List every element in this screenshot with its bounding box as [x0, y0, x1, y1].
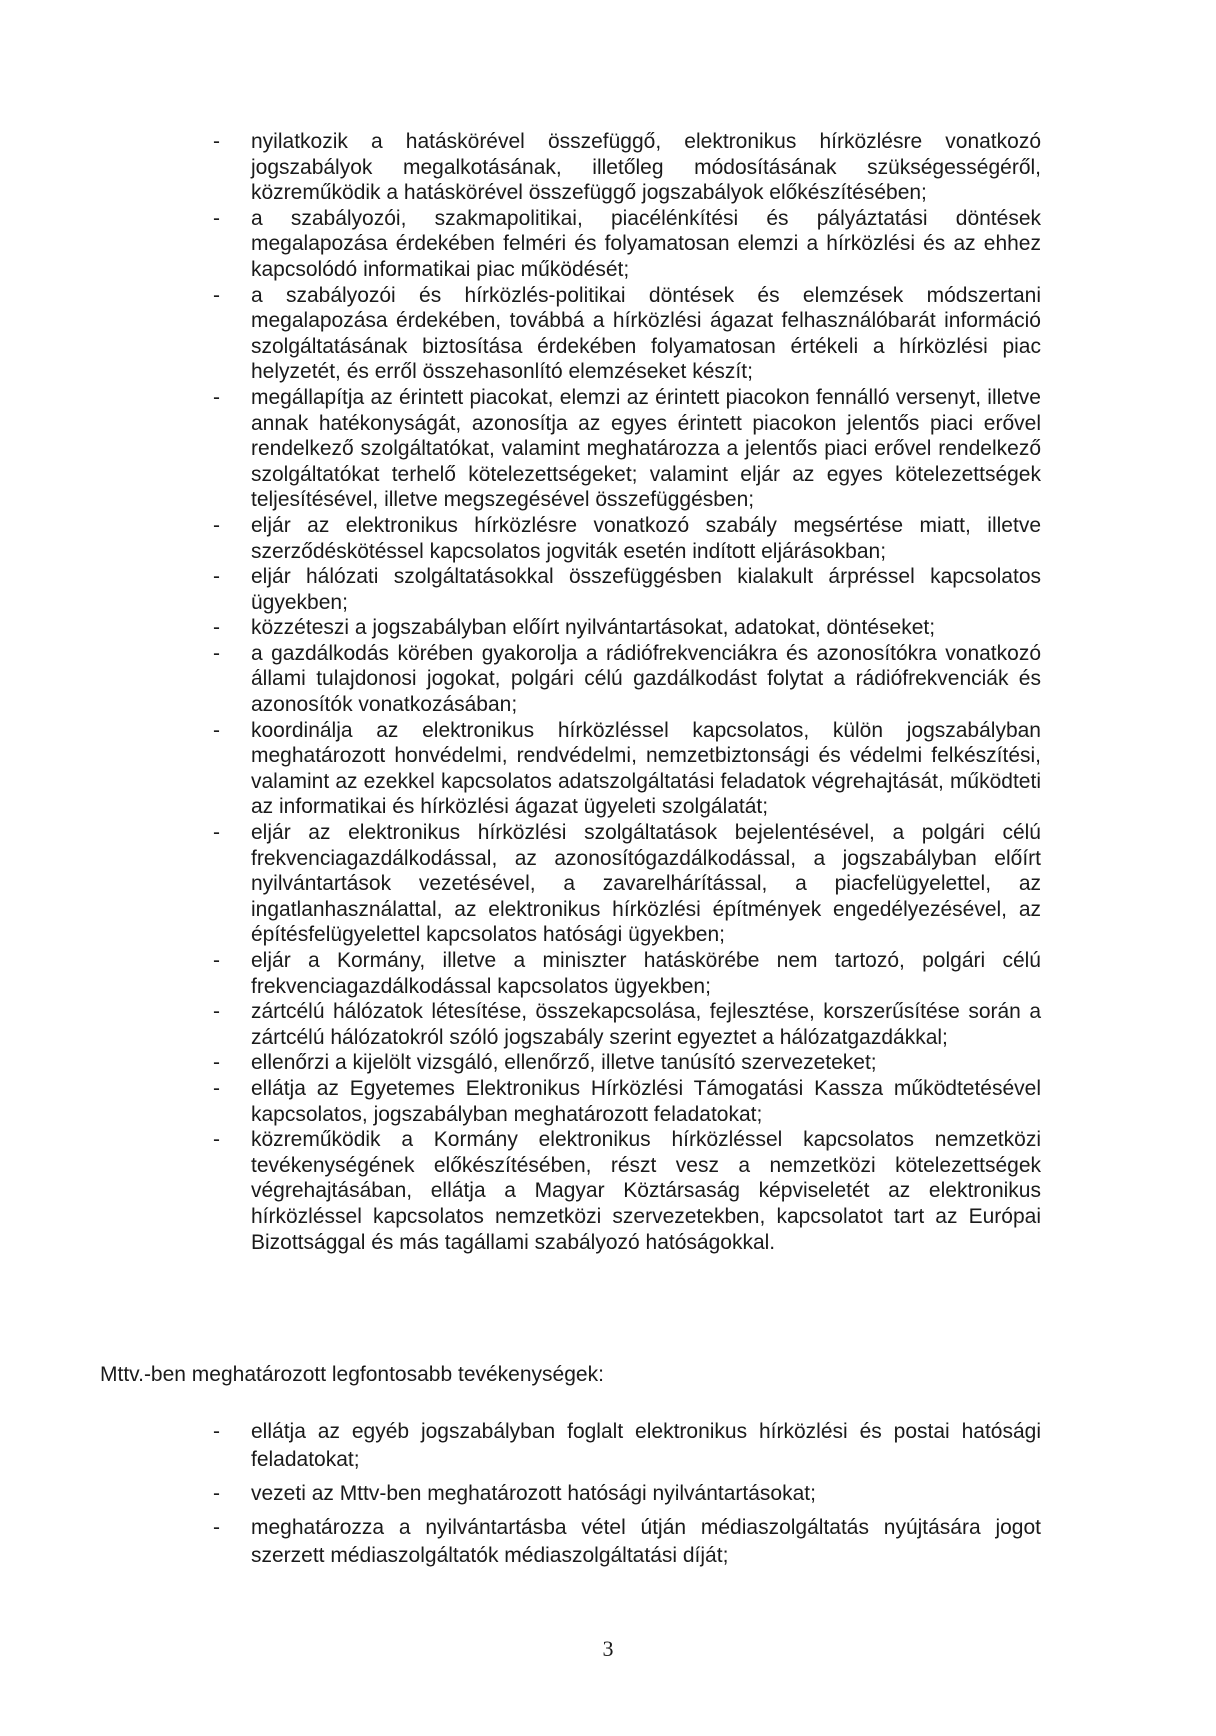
list-item: [211, 820, 1041, 948]
bullet-dash: -: [213, 1051, 220, 1075]
list-item-text: nyilatkozik a hatáskörével összefüggő, elektronikus hírközlésre vonatkozó jogszabályok megalkotásának, illetőleg módosításának szükségességéről, közreműködik a hatáskörével összefüggő jogszabályok előkészítésében;: [251, 130, 1041, 205]
list-item: [211, 948, 1041, 999]
list-item: [211, 1480, 1041, 1508]
bullet-dash: -: [213, 641, 220, 665]
bullet-dash: -: [213, 565, 220, 589]
bullet-dash: -: [213, 283, 220, 307]
list-item: [211, 1418, 1041, 1474]
list-item-text: megállapítja az érintett piacokat, elemzi az érintett piacokon fennálló versenyt, illetve annak hatékonyságát, azonosítja az egyes érintett piacokon jelentős piaci erővel rendelkező szolgáltatókat, valamint meghatározza a jelentős piaci erővel rendelkező szolgáltatókat terhelő kötelezettségeket; valamint eljár az egyes kötelezettségek teljesítésével, illetve megszegésével összefüggésben;: [251, 385, 1041, 512]
bullet-dash: -: [213, 1482, 220, 1505]
bullet-dash: -: [213, 949, 220, 972]
bullet-dash: -: [213, 385, 220, 409]
list-item-text: eljár hálózati szolgáltatásokkal összefüggésben kialakult árpréssel kapcsolatos ügyekben;: [251, 565, 1041, 614]
list-item: [211, 1076, 1041, 1127]
bullet-dash: -: [213, 616, 220, 640]
bullet-dash: -: [213, 1000, 220, 1024]
bullet-dash: -: [213, 821, 220, 845]
bullet-dash: -: [213, 718, 220, 742]
list-item-text: meghatározza a nyilvántartásba vétel útján médiaszolgáltatás nyújtására jogot szerzett médiaszolgáltatók médiaszolgáltatási díját;: [251, 1516, 1041, 1567]
list-item: [211, 564, 1041, 615]
list-item-text: ellenőrzi a kijelölt vizsgáló, ellenőrző, illetve tanúsító szervezeteket;: [251, 1051, 877, 1075]
list-item: [211, 615, 1041, 641]
list-item: [211, 206, 1041, 283]
mttv-duties-list: [211, 1418, 1041, 1576]
list-item-text: eljár az elektronikus hírközlési szolgáltatások bejelentésével, a polgári célú frekvenciagazdálkodással, az azonosítógazdálkodással, a jogszabályban előírt nyilvántartások vezetésével, a zavarelhárítással, a piacfelügyelettel, az ingatlanhasználattal, az elektronikus hírközlési építmények engedélyezésével, az építésfelügyelettel kapcsolatos hatósági ügyekben;: [251, 821, 1041, 947]
list-item-text: eljár az elektronikus hírközlésre vonatkozó szabály megsértése miatt, illetve szerződéskötéssel kapcsolatos jogviták esetén indított eljárásokban;: [251, 513, 1041, 563]
list-item-text: eljár a Kormány, illetve a miniszter hatáskörébe nem tartozó, polgári célú frekvenciagazdálkodással kapcsolatos ügyekben;: [251, 949, 1041, 998]
list-item-text: a szabályozói és hírközlés-politikai döntések és elemzések módszertani megalapozása érdekében, továbbá a hírközlési ágazat felhasználóbarát információ szolgáltatásának biztosítása érdekében folyamatosan értékeli a hírközlési piac helyzetét, és erről összehasonlító elemzéseket készít;: [251, 283, 1041, 384]
list-item: [211, 1514, 1041, 1570]
list-item-text: ellátja az Egyetemes Elektronikus Hírközlési Támogatási Kassza működtetésével kapcsolatos, jogszabályban meghatározott feladatokat;: [251, 1076, 1041, 1126]
section-heading: Mttv.-ben meghatározott legfontosabb tevékenységek:: [100, 1363, 604, 1386]
list-item-text: ellátja az egyéb jogszabályban foglalt elektronikus hírközlési és postai hatósági feladatokat;: [251, 1420, 1041, 1471]
list-item-text: a szabályozói, szakmapolitikai, piacélénkítési és pályáztatási döntések megalapozása érdekében felméri és folyamatosan elemzi a hírközlési és az ehhez kapcsolódó informatikai piac működését;: [251, 206, 1041, 281]
bullet-dash: -: [213, 1128, 220, 1152]
list-item: [211, 1050, 1041, 1076]
bullet-dash: -: [213, 1420, 220, 1443]
page-number: 3: [602, 1636, 614, 1661]
list-item-text: közreműködik a Kormány elektronikus hírközléssel kapcsolatos nemzetközi tevékenységének előkészítésében, részt vesz a nemzetközi kötelezettségek végrehajtásában, ellátja a Magyar Köztársaság képviseletét az elektronikus hírközléssel kapcsolatos nemzetközi szervezetekben, kapcsolatot tart az Európai Bizottsággal és más tagállami szabályozó hatóságokkal.: [251, 1128, 1041, 1254]
list-item: [211, 1127, 1041, 1255]
bullet-dash: -: [213, 1076, 220, 1100]
bullet-dash: -: [213, 513, 220, 537]
list-item-text: koordinálja az elektronikus hírközléssel kapcsolatos, külön jogszabályban meghatározott honvédelmi, rendvédelmi, nemzetbiztonsági és védelmi felkészítési, valamint az ezekkel kapcsolatos adatszolgáltatási feladatok végrehajtását, működteti az informatikai és hírközlési ágazat ügyeleti szolgálatát;: [251, 718, 1041, 819]
list-item-text: zártcélú hálózatok létesítése, összekapcsolása, fejlesztése, korszerűsítése során a zártcélú hálózatokról szóló jogszabály szerint egyeztet a hálózatgazdákkal;: [251, 1000, 1041, 1049]
list-item: [211, 641, 1041, 718]
list-item: [211, 283, 1041, 385]
bullet-dash: -: [213, 206, 220, 230]
list-item-text: a gazdálkodás körében gyakorolja a rádiófrekvenciákra és azonosítókra vonatkozó állami tulajdonosi jogokat, polgári célú gazdálkodást folytat a rádiófrekvenciák és azonosítók vonatkozásában;: [251, 641, 1041, 717]
list-item: [211, 385, 1041, 513]
list-item: [211, 513, 1041, 564]
list-item: [211, 718, 1041, 820]
list-item: [211, 129, 1041, 206]
list-item-text: vezeti az Mttv-ben meghatározott hatósági nyilvántartásokat;: [251, 1482, 816, 1505]
bullet-dash: -: [213, 1516, 220, 1539]
list-item: [211, 999, 1041, 1050]
list-item-text: közzéteszi a jogszabályban előírt nyilvántartásokat, adatokat, döntéseket;: [251, 616, 936, 640]
duties-list: [211, 129, 1041, 1255]
bullet-dash: -: [213, 130, 220, 153]
